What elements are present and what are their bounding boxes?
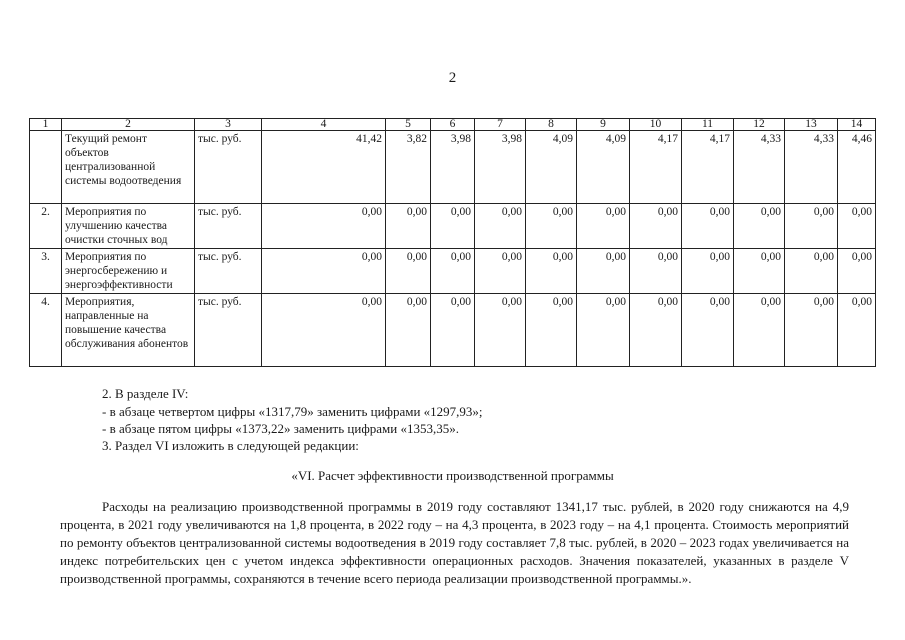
value-cell: 0,00 <box>785 294 838 367</box>
header-cell: 7 <box>475 119 526 131</box>
header-cell: 14 <box>838 119 876 131</box>
body-paragraph: Расходы на реализацию производственной программы в 2019 году составляют 1341,17 тыс. рублей, в 2020 году снижаются на 4,9 процента, в 2021 году увеличиваются на 1,8 процента, в 2022 году – на 4,3 процента, в 2023 году – на 4,1 процента. Стоимость мероприятий по ремонту объектов централизованной системы водоотведения в 2019 году составляет 7,8 тыс. рублей, в 2020 – 2023 годах увеличивается на индекс потребительских цен с учетом индекса эффективности операционных расходов. Значения показателей, указанных в разделе V производственной программы, сохраняются в течение всего периода реализации производственной программы.». <box>60 499 849 586</box>
value-cell: 0,00 <box>262 204 386 249</box>
amendment-line: - в абзаце пятом цифры «1373,22» заменить цифрами «1353,35». <box>102 421 459 436</box>
table-row <box>30 249 876 294</box>
section-heading: «VI. Расчет эффективности производственной программы <box>291 468 614 483</box>
value-cell: 0,00 <box>262 249 386 294</box>
header-cell: 12 <box>734 119 785 131</box>
row-number: 3. <box>30 249 62 294</box>
value-cell: 4,17 <box>682 131 734 204</box>
value-cell: 0,00 <box>475 249 526 294</box>
value-cell: 0,00 <box>630 204 682 249</box>
row-number: 4. <box>30 294 62 367</box>
value-cell: 0,00 <box>838 204 876 249</box>
value-cell: 0,00 <box>682 294 734 367</box>
value-cell: 0,00 <box>838 249 876 294</box>
table-header-row <box>30 119 876 131</box>
row-number <box>30 131 62 204</box>
value-cell: 0,00 <box>630 294 682 367</box>
header-cell: 1 <box>30 119 62 131</box>
value-cell: 0,00 <box>577 204 630 249</box>
value-cell: 0,00 <box>386 249 431 294</box>
table-row <box>30 204 876 249</box>
value-cell: 0,00 <box>734 249 785 294</box>
unit-cell: тыс. руб. <box>195 131 262 204</box>
value-cell: 4,17 <box>630 131 682 204</box>
value-cell: 3,82 <box>386 131 431 204</box>
value-cell: 0,00 <box>577 249 630 294</box>
measure-name: Текущий ремонт объектов централизованной системы водоотведения <box>62 131 195 204</box>
header-cell: 4 <box>262 119 386 131</box>
header-cell: 13 <box>785 119 838 131</box>
header-cell: 8 <box>526 119 577 131</box>
header-cell: 6 <box>431 119 475 131</box>
header-cell: 3 <box>195 119 262 131</box>
value-cell: 0,00 <box>785 249 838 294</box>
value-cell: 0,00 <box>526 204 577 249</box>
value-cell: 0,00 <box>386 204 431 249</box>
value-cell: 0,00 <box>682 204 734 249</box>
program-table <box>29 118 876 367</box>
header-cell: 9 <box>577 119 630 131</box>
header-cell: 11 <box>682 119 734 131</box>
value-cell: 0,00 <box>431 294 475 367</box>
value-cell: 4,09 <box>577 131 630 204</box>
value-cell: 0,00 <box>577 294 630 367</box>
header-cell: 2 <box>62 119 195 131</box>
value-cell: 4,33 <box>734 131 785 204</box>
value-cell: 0,00 <box>262 294 386 367</box>
table-row <box>30 294 876 367</box>
section-vi-line: 3. Раздел VI изложить в следующей редакции: <box>102 438 359 453</box>
value-cell: 0,00 <box>838 294 876 367</box>
value-cell: 0,00 <box>734 294 785 367</box>
unit-cell: тыс. руб. <box>195 249 262 294</box>
measure-name: Мероприятия по улучшению качества очистки сточных вод <box>62 204 195 249</box>
value-cell: 4,46 <box>838 131 876 204</box>
header-cell: 10 <box>630 119 682 131</box>
value-cell: 0,00 <box>682 249 734 294</box>
value-cell: 3,98 <box>475 131 526 204</box>
measure-name: Мероприятия по энергосбережению и энергоэффективности <box>62 249 195 294</box>
value-cell: 0,00 <box>431 204 475 249</box>
unit-cell: тыс. руб. <box>195 294 262 367</box>
value-cell: 4,09 <box>526 131 577 204</box>
value-cell: 0,00 <box>475 294 526 367</box>
section-iv-line: 2. В разделе IV: <box>102 386 189 401</box>
value-cell: 0,00 <box>630 249 682 294</box>
value-cell: 0,00 <box>431 249 475 294</box>
value-cell: 3,98 <box>431 131 475 204</box>
measure-name: Мероприятия, направленные на повышение качества обслуживания абонентов <box>62 294 195 367</box>
value-cell: 0,00 <box>785 204 838 249</box>
value-cell: 0,00 <box>734 204 785 249</box>
unit-cell: тыс. руб. <box>195 204 262 249</box>
page-number: 2 <box>448 70 457 86</box>
value-cell: 41,42 <box>262 131 386 204</box>
value-cell: 0,00 <box>526 294 577 367</box>
value-cell: 4,33 <box>785 131 838 204</box>
value-cell: 0,00 <box>386 294 431 367</box>
value-cell: 0,00 <box>475 204 526 249</box>
amendment-line: - в абзаце четвертом цифры «1317,79» заменить цифрами «1297,93»; <box>102 404 483 419</box>
row-number: 2. <box>30 204 62 249</box>
header-cell: 5 <box>386 119 431 131</box>
table-row <box>30 131 876 204</box>
value-cell: 0,00 <box>526 249 577 294</box>
